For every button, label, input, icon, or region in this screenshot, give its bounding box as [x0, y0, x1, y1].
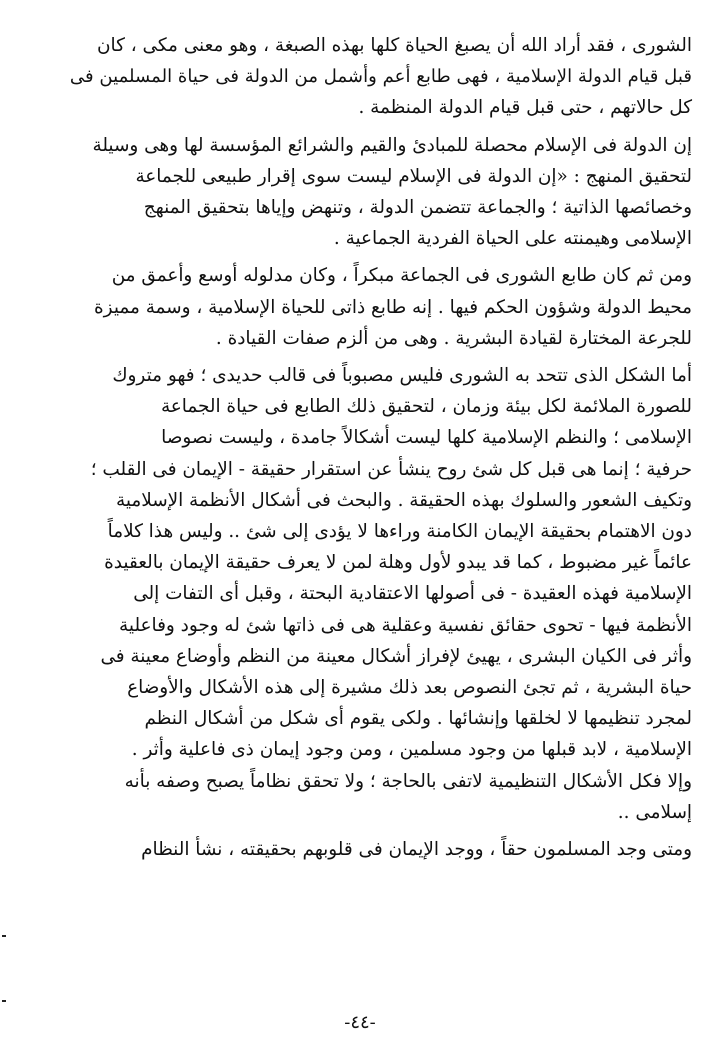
text-line: إن الدولة فى الإسلام محصلة للمبادئ والقيم والشرائع المؤسسة لها وهى وسيلة [92, 134, 692, 156]
text-line: إسلامى .. [617, 801, 692, 823]
margin-mark [2, 935, 6, 937]
paragraph-1 [62, 30, 692, 124]
text-line: قبل قيام الدولة الإسلامية ، فهى طابع أعم وأشمل من الدولة فى حياة المسلمين فى [69, 66, 692, 88]
text-line: أما الشكل الذى تتحد به الشورى فليس مصبوباً فى قالب حديدى ؛ فهو متروك [112, 365, 692, 387]
text-line: الإسلامى وهيمنته على الحياة الفردية الجماعية . [333, 228, 692, 250]
text-line: الأنظمة فيها - تحوى حقائق نفسية وعقلية هى فى ذاتها شئ له وجود وفاعلية [119, 614, 692, 636]
margin-mark [2, 1000, 6, 1002]
page-number: -٤٤- [344, 1012, 376, 1033]
text-line: كل حالاتهم ، حتى قبل قيام الدولة المنظمة . [358, 97, 692, 119]
paragraph-2 [62, 130, 692, 255]
text-line: الإسلامى ؛ والنظم الإسلامية كلها ليست أشكالاً جامدة ، وليست نصوصا [161, 427, 692, 449]
text-line: الإسلامية ، لابد قبلها من وجود مسلمين ، ومن وجود إيمان ذى فاعلية وأثر . [131, 739, 692, 761]
text-line: محيط الدولة وشؤون الحكم فيها . إنه طابع ذاتى للحياة الإسلامية ، وسمة مميزة [94, 296, 692, 318]
text-line: لمجرد تنظيمها لا لخلقها وإنشائها . ولكى يقوم أى شكل من أشكال النظم [144, 708, 692, 730]
paragraph-5 [62, 834, 692, 865]
paragraph-3 [62, 260, 692, 354]
text-line: دون الاهتمام بحقيقة الإيمان الكامنة وراءها لا يؤدى إلى شئ .. وليس هذا كلاماً [107, 521, 692, 543]
text-line: وإلا فكل الأشكال التنظيمية لاتفى بالحاجة ؛ ولا تحقق نظاماً يصبح وصفه بأنه [124, 770, 692, 792]
text-line: للجرعة المختارة لقيادة البشرية . وهى من ألزم صفات القيادة . [215, 327, 692, 349]
text-line: الإسلامية فهذه العقيدة - فى أصولها الاعتقادية البحتة ، وقبل أى التفات إلى [133, 583, 692, 605]
text-line: وخصائصها الذاتية ؛ والجماعة تتضمن الدولة ، وتنهض وإياها بتحقيق المنهج [143, 197, 692, 219]
text-line: حرفية ؛ إنما هى قبل كل شئ روح ينشأ عن استقرار حقيقة - الإيمان فى القلب ؛ [90, 458, 692, 480]
text-line: وأثر فى الكيان البشرى ، يهيئ لإفراز أشكال معينة من النظم وأوضاع معينة فى [100, 645, 692, 667]
text-line: وتكيف الشعور والسلوك بهذه الحقيقة . والبحث فى أشكال الأنظمة الإسلامية [115, 489, 692, 511]
text-line: عائماً غير مضبوط ، كما قد يبدو لأول وهلة لمن لا يعرف حقيقة الإيمان بالعقيدة [104, 552, 692, 574]
text-line: ومن ثم كان طابع الشورى فى الجماعة مبكراً ، وكان مدلوله أوسع وأعمق من [111, 265, 692, 287]
paragraph-4 [62, 360, 692, 828]
text-line: حياة البشرية ، ثم تجئ النصوص بعد ذلك مشيرة إلى هذه الأشكال والأوضاع [127, 677, 692, 699]
text-line: للصورة الملائمة لكل بيئة وزمان ، لتحقيق ذلك الطابع فى حياة الجماعة [160, 396, 692, 418]
text-line: ومتى وجد المسلمون حقاً ، ووجد الإيمان فى قلوبهم بحقيقته ، نشأ النظام [141, 839, 692, 861]
text-line: لتحقيق المنهج : «إن الدولة فى الإسلام ليست سوى إقرار طبيعى للجماعة [135, 165, 692, 187]
page-body [62, 30, 692, 1030]
text-line: الشورى ، فقد أراد الله أن يصبغ الحياة كلها بهذه الصبغة ، وهو معنى مكى ، كان [97, 35, 692, 56]
